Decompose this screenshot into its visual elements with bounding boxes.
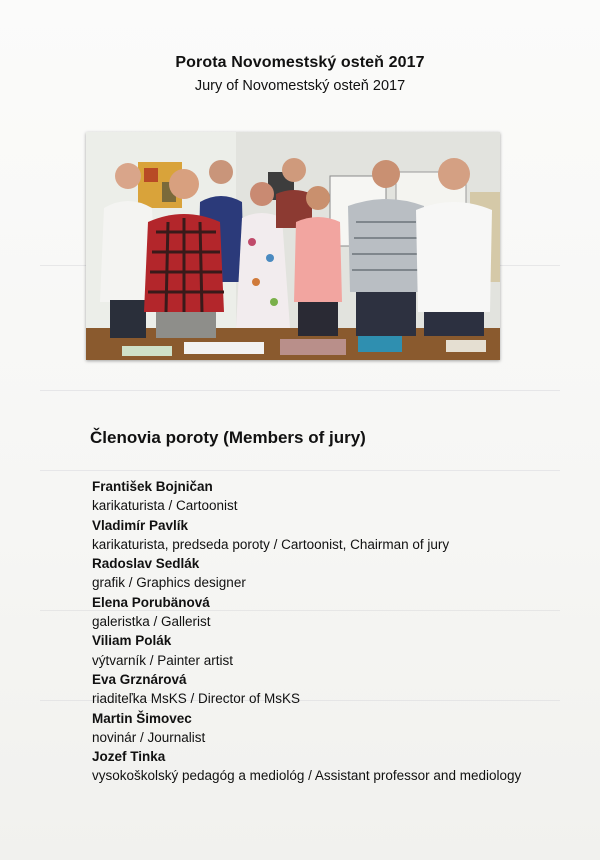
member-name: Eva Grznárová (92, 671, 187, 687)
member-role: novinár / Journalist (92, 729, 206, 745)
member-name: Viliam Polák (92, 633, 172, 649)
member-name: Jozef Tinka (92, 749, 166, 765)
member-name: Elena Porubänová (92, 594, 210, 610)
member-role: vysokoškolský pedagóg a mediológ / Assistant professor and mediology (92, 768, 522, 784)
list-item (92, 670, 572, 709)
member-name: František Bojničan (92, 479, 213, 494)
list-item (92, 554, 572, 593)
members-heading: Členovia poroty (Members of jury) (90, 428, 366, 447)
member-role: grafik / Graphics designer (92, 575, 246, 591)
list-item (92, 593, 572, 632)
list-item (92, 631, 572, 670)
member-role: riaditeľka MsKS / Director of MsKS (92, 691, 300, 707)
show-through-line (40, 470, 560, 471)
member-name: Radoslav Sedlák (92, 556, 200, 572)
show-through-line (40, 390, 560, 391)
page-title: Porota Novomestský osteň 2017 (175, 54, 425, 71)
member-name: Martin Šimovec (92, 710, 192, 726)
member-role: výtvarník / Painter artist (92, 652, 234, 668)
member-name: Vladimír Pavlík (92, 517, 189, 533)
jury-group-photo (86, 132, 500, 360)
list-item (92, 709, 572, 748)
member-role: galeristka / Gallerist (92, 614, 211, 630)
list-item (92, 516, 572, 555)
members-list (92, 477, 572, 786)
list-item (92, 477, 572, 516)
page-subtitle: Jury of Novomestský osteň 2017 (194, 78, 406, 94)
member-role: karikaturista / Cartoonist (92, 498, 238, 514)
list-item (92, 747, 572, 786)
member-role: karikaturista, predseda poroty / Cartoonist, Chairman of jury (92, 536, 450, 552)
